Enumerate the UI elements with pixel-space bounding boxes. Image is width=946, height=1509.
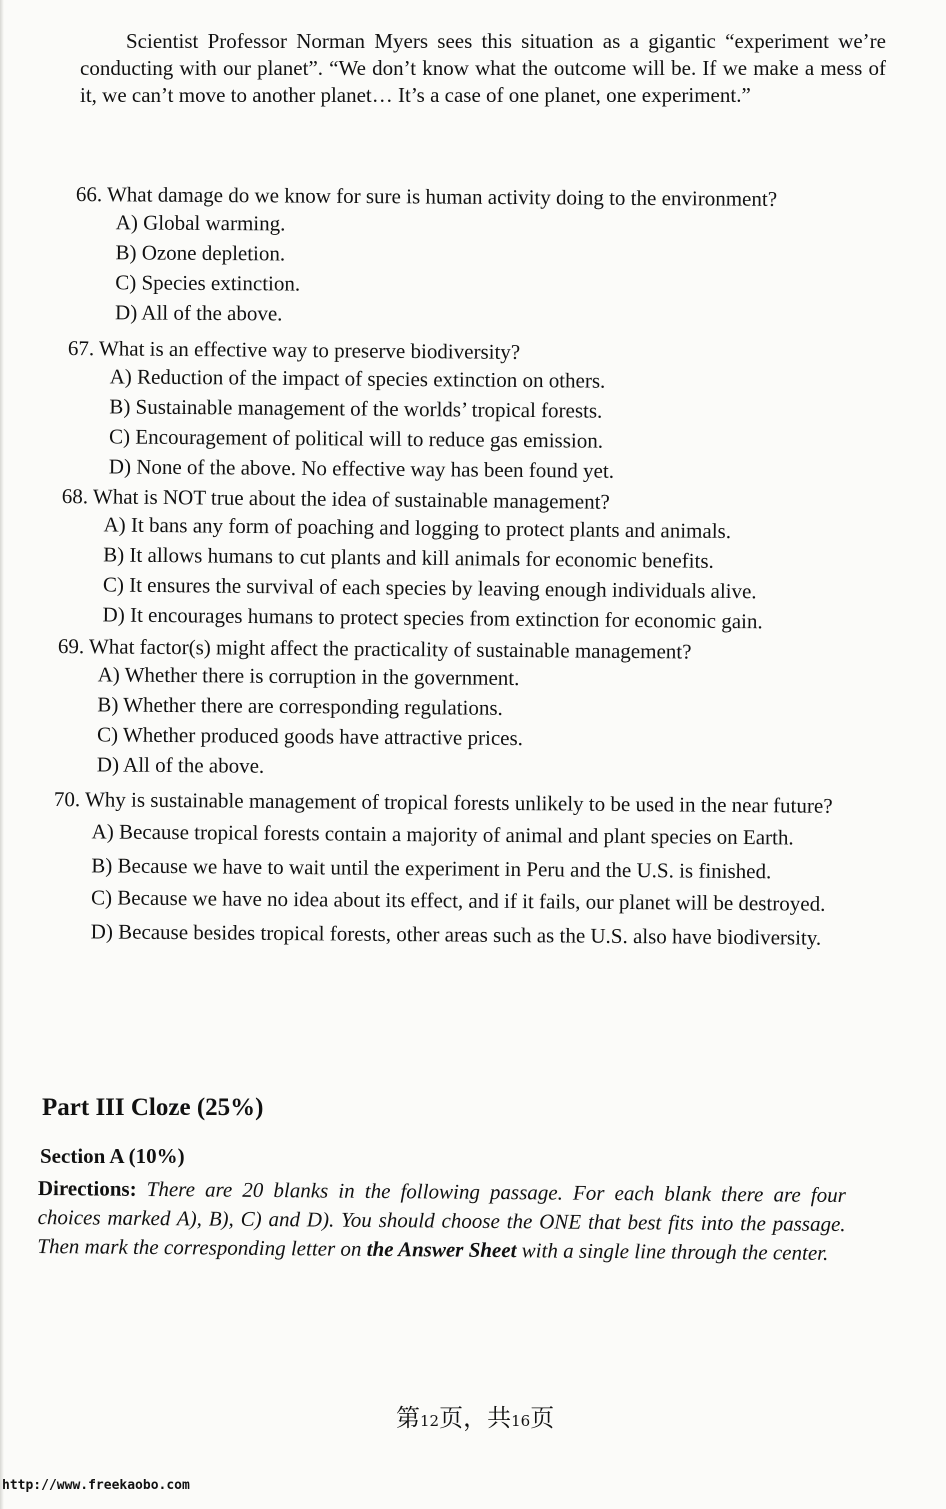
intro-text: Scientist Professor Norman Myers sees this situation as a gigantic “experiment we’re conducting with our planet”. “We don’t know what the outcome will be. If we make a mess of it, we can’t move to another planet… It’s a case of one planet, one experiment.” — [80, 29, 886, 107]
option-a: A) Because tropical forests contain a majority of animal and plant species on Earth. — [91, 819, 794, 850]
page-total: 16 — [511, 1412, 531, 1430]
option-d: D) All of the above. — [96, 752, 265, 778]
question-69 — [57, 632, 692, 784]
option-d: D) Because besides tropical forests, other areas such as the U.S. also have biodiversity. — [90, 919, 822, 950]
option-a: A) It bans any form of poaching and logging to protect plants and animals. — [103, 512, 732, 544]
question-stem: 68. What is NOT true about the idea of sustainable management? — [61, 483, 610, 514]
option-a: A) Global warming. — [115, 210, 286, 236]
option-c: C) Whether produced goods have attractive prices. — [97, 722, 524, 751]
section-title: Section A (10%) — [40, 1144, 185, 1168]
question-70 — [53, 786, 860, 951]
option-b: B) Sustainable management of the worlds’ tropical forests. — [109, 394, 603, 423]
question-66 — [75, 180, 777, 331]
page-middle: 页，共 — [439, 1404, 512, 1432]
page-prefix: 第 — [396, 1404, 420, 1432]
option-c: C) Encouragement of political will to reduce gas emission. — [109, 424, 604, 453]
option-b: B) Ozone depletion. — [115, 240, 286, 266]
page-current: 12 — [420, 1412, 440, 1430]
option-d: D) It encourages humans to protect species from extinction for economic gain. — [102, 602, 763, 634]
question-67 — [67, 334, 615, 485]
question-68 — [60, 482, 764, 635]
page-number — [396, 1398, 554, 1433]
intro-paragraph — [80, 28, 886, 109]
directions-text: There are 20 blanks in the following passage. For each blank there are four choices marked A), B), C) and D). You should choose the ONE that best fits into the passage. Then mark the corresponding letter on — [37, 1176, 846, 1261]
option-c: C) Species extinction. — [115, 270, 301, 296]
footer-url: http://www.freekaobo.com — [2, 1478, 190, 1493]
question-stem: 70. Why is sustainable management of tropical forests unlikely to be used in the near future? — [53, 786, 833, 818]
option-c: C) It ensures the survival of each species by leaving enough individuals alive. — [102, 572, 757, 604]
question-stem: 67. What is an effective way to preserve biodiversity? — [67, 335, 521, 364]
directions-label: Directions: — [37, 1175, 137, 1201]
question-stem: 69. What factor(s) might affect the practicality of sustainable management? — [57, 633, 692, 664]
option-a: A) Whether there is corruption in the government. — [97, 662, 520, 691]
option-b: B) Because we have to wait until the experiment in Peru and the U.S. is finished. — [91, 853, 772, 884]
option-b: B) Whether there are corresponding regulations. — [97, 692, 503, 720]
option-c: C) Because we have no idea about its effect, and if it fails, our planet will be destroyed. — [90, 885, 826, 916]
part-title: Part III Cloze (25%) — [42, 1094, 264, 1121]
directions-paragraph — [37, 1174, 846, 1268]
option-d: D) All of the above. — [114, 300, 283, 326]
page-suffix: 页 — [530, 1404, 555, 1432]
directions-text-end: with a single line through the center. — [516, 1238, 829, 1265]
option-b: B) It allows humans to cut plants and kill animals for economic benefits. — [103, 542, 714, 573]
question-stem: 66. What damage do we know for sure is human activity doing to the environment? — [75, 181, 778, 211]
option-d: D) None of the above. No effective way has been found yet. — [108, 454, 615, 483]
answer-sheet-emphasis: the Answer Sheet — [366, 1236, 517, 1263]
scan-edge — [0, 0, 4, 1509]
option-a: A) Reduction of the impact of species extinction on others. — [109, 364, 606, 393]
